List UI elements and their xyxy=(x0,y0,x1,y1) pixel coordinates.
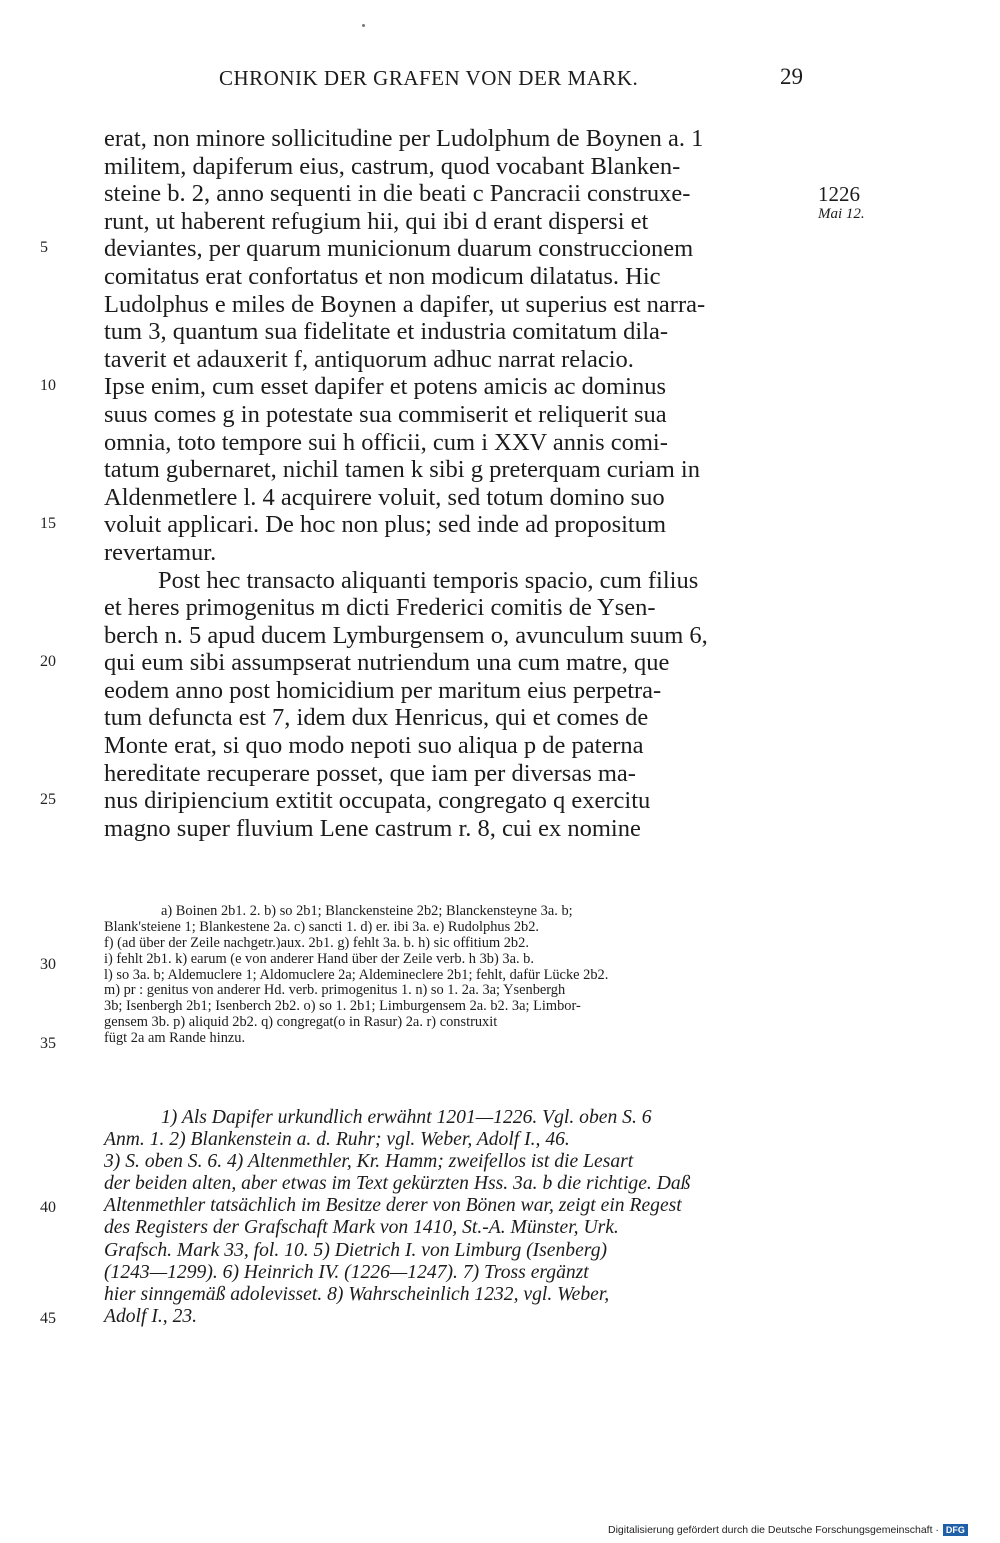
apparatus-line: fügt 2a am Rande hinzu. xyxy=(104,1030,246,1047)
footnote-line: hier sinngemäß adolevisset. 8) Wahrscheinlich 1232, vgl. Weber, xyxy=(104,1283,610,1305)
text-line: taverit et adauxerit f, antiquorum adhuc narrat relacio. xyxy=(104,345,634,373)
text-line: comitatus erat confortatus et non modicum dilatatus. Hic xyxy=(104,262,661,290)
text-line: steine b. 2, anno sequenti in die beati c Pancracii construxe- xyxy=(104,180,691,208)
main-text-block xyxy=(104,125,813,842)
text-line: berch n. 5 apud ducem Lymburgensem o, avunculum suum 6, xyxy=(104,621,708,649)
apparatus-line: l) so 3a. b; Aldemuclere 1; Aldomuclere 2a; Aldemineclere 2b1; fehlt, dafür Lücke 2b2. xyxy=(104,966,609,983)
apparatus-line: f) (ad über der Zeile nachgetr.)aux. 2b1. g) fehlt 3a. b. h) sic offitium 2b2. xyxy=(104,934,529,951)
line-number: 15 xyxy=(40,515,56,533)
dfg-logo: DFG xyxy=(943,1524,968,1536)
text-line: qui eum sibi assumpserat nutriendum una cum matre, que xyxy=(104,649,670,677)
digitization-credit xyxy=(608,1524,968,1536)
text-line: nus diripiencium extitit occupata, congregato q exercitu xyxy=(104,787,651,815)
line-number: 45 xyxy=(40,1309,56,1327)
margin-note xyxy=(818,183,898,223)
text-line: suus comes g in potestate sua commiserit et reliquerit sua xyxy=(104,400,667,428)
text-line: militem, dapiferum eius, castrum, quod vocabant Blanken- xyxy=(104,152,681,180)
footnotes xyxy=(104,1107,816,1328)
text-line: voluit applicari. De hoc non plus; sed inde ad propositum xyxy=(104,511,667,539)
text-line: tatum gubernaret, nichil tamen k sibi g preterquam curiam in xyxy=(104,456,700,484)
text-line: hereditate recuperare posset, que iam per diversas ma- xyxy=(104,759,636,787)
footnote-line: Altenmethler tatsächlich im Besitze derer von Bönen war, zeigt ein Regest xyxy=(104,1195,682,1217)
running-title: CHRONIK DER GRAFEN VON DER MARK. xyxy=(219,66,639,90)
line-number: 20 xyxy=(40,653,56,671)
margin-note-year: 1226 xyxy=(818,182,860,206)
footnote-line: Adolf I., 23. xyxy=(104,1305,198,1327)
text-line: Ludolphus e miles de Boynen a dapifer, ut superius est narra- xyxy=(104,290,706,318)
credit-text: Digitalisierung gefördert durch die Deutsche Forschungsgemeinschaft · xyxy=(608,1524,939,1536)
footnote-line: Grafsch. Mark 33, fol. 10. 5) Dietrich I. von Limburg (Isenberg) xyxy=(104,1239,608,1261)
line-number: 30 xyxy=(40,955,56,973)
text-line: Monte erat, si quo modo nepoti suo aliqua p de paterna xyxy=(104,732,644,760)
text-line: runt, ut haberent refugium hii, qui ibi d erant dispersi et xyxy=(104,207,649,235)
text-line: Post hec transacto aliquanti temporis spacio, cum filius xyxy=(158,566,699,594)
footnote-line: Anm. 1. 2) Blankenstein a. d. Ruhr; vgl. Weber, Adolf I., 46. xyxy=(104,1129,570,1151)
apparatus-line: gensem 3b. p) aliquid 2b2. q) congregat(o in Rasur) 2a. r) construxit xyxy=(104,1014,498,1031)
text-line: tum 3, quantum sua fidelitate et industria comitatum dila- xyxy=(104,318,669,346)
text-line: deviantes, per quarum municionum duarum construccionem xyxy=(104,235,694,263)
text-line: revertamur. xyxy=(104,538,217,566)
page-number: 29 xyxy=(780,64,803,89)
apparatus-line: Blank'steiene 1; Blankestene 2a. c) sancti 1. d) er. ibi 3a. e) Rudolphus 2b2. xyxy=(104,918,540,935)
text-line: erat, non minore sollicitudine per Ludolphum de Boynen a. 1 xyxy=(104,125,704,152)
apparatus-line: 3b; Isenbergh 2b1; Isenberch 2b2. o) so 1. 2b1; Limburgensem 2a. b2. 3a; Limbor- xyxy=(104,998,581,1015)
text-line: Aldenmetlere l. 4 acquirere voluit, sed totum domino suo xyxy=(104,483,665,511)
text-line: tum defuncta est 7, idem dux Henricus, qui et comes de xyxy=(104,704,649,732)
apparatus-line: m) pr : genitus von anderer Hd. verb. primogenitus 1. n) so 1. 2a. 3a; Ysenbergh xyxy=(104,982,566,999)
line-number: 25 xyxy=(40,791,56,809)
footnote-line: des Registers der Grafschaft Mark von 1410, St.-A. Münster, Urk. xyxy=(104,1217,619,1239)
apparatus-line: a) Boinen 2b1. 2. b) so 2b1; Blanckensteine 2b2; Blanckensteyne 3a. b; xyxy=(161,903,573,919)
scan-dot xyxy=(362,24,365,27)
footnote-line: (1243—1299). 6) Heinrich IV. (1226—1247). 7) Tross ergänzt xyxy=(104,1261,589,1283)
footnote-line: der beiden alten, aber etwas im Text gekürzten Hss. 3a. b die richtige. Daß xyxy=(104,1173,691,1195)
text-line: omnia, toto tempore sui h officii, cum i XXV annis comi- xyxy=(104,428,668,456)
line-number: 40 xyxy=(40,1199,56,1217)
line-number: 35 xyxy=(40,1035,56,1053)
text-line: Ipse enim, cum esset dapifer et potens amicis ac dominus xyxy=(104,373,666,401)
critical-apparatus xyxy=(104,904,816,1047)
apparatus-line: i) fehlt 2b1. k) earum (e von anderer Hand über der Zeile verb. h 3b) 3a. b. xyxy=(104,950,534,967)
text-line: et heres primogenitus m dicti Frederici comitis de Ysen- xyxy=(104,594,656,622)
footnote-line: 1) Als Dapifer urkundlich erwähnt 1201—1226. Vgl. oben S. 6 xyxy=(161,1107,652,1128)
margin-note-date: Mai 12. xyxy=(818,206,865,222)
line-number: 10 xyxy=(40,377,56,395)
text-line: magno super fluvium Lene castrum r. 8, cui ex nomine xyxy=(104,814,641,842)
line-number: 5 xyxy=(40,239,48,257)
text-line: eodem anno post homicidium per maritum eius perpetra- xyxy=(104,676,662,704)
footnote-line: 3) S. oben S. 6. 4) Altenmethler, Kr. Hamm; zweifellos ist die Lesart xyxy=(104,1151,634,1173)
